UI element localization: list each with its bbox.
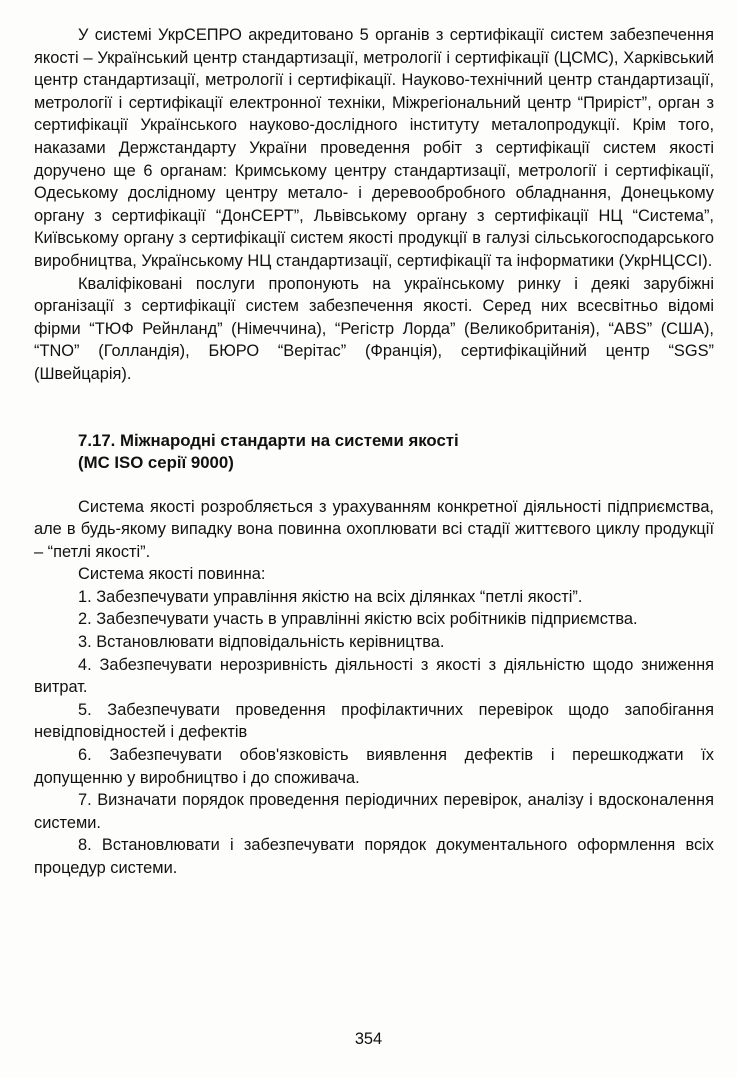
- section-heading-line1: 7.17. Міжнародні стандарти на системи якості: [78, 430, 459, 450]
- list-item: 5. Забезпечувати проведення профілактичних перевірок щодо запобігання невідповідностей і дефектів: [34, 700, 714, 742]
- list-item: 1. Забезпечувати управління якістю на всіх ділянках “петлі якості”.: [78, 587, 583, 606]
- list-item: 8. Встановлювати і забезпечувати порядок документального оформлення всіх процедур системи.: [34, 836, 714, 877]
- list-item: 6. Забезпечувати обов'язковість виявлення дефектів і перешкоджати їх допущенню у виробництво і до споживача.: [34, 746, 714, 787]
- paragraph-foreign-organizations: Кваліфіковані послуги пропонують на українському ринку і деякі зарубіжні організації з сертифікації систем забезпечення якості. Серед них всесвітньо відомі фірми “ТЮФ Рейнланд” (Німеччина), “Регістр Лорда” (Великобританія), “ABS” (США), “TNO” (Голландія), БЮРО “Верітас” (Франція), сертифікаційний центр “SGS” (Швейцарія).: [34, 274, 714, 383]
- list-item: 4. Забезпечувати нерозривність діяльності з якості з діяльністю щодо зниження витрат.: [34, 655, 714, 697]
- list-item: 2. Забезпечувати участь в управлінні якістю всіх робітників підприємства.: [78, 610, 638, 629]
- paragraph-quality-system-intro: Система якості розробляється з урахуванням конкретної діяльності підприємства, але в будь-якому випадку вона повинна охоплювати всі стадії життєвого циклу продукції – “петлі якості”.: [34, 497, 714, 561]
- spacer: [34, 474, 714, 496]
- section-heading-line2: (МС ISO серії 9000): [78, 452, 234, 472]
- list-item: 3. Встановлювати відповідальність керівництва.: [78, 633, 445, 652]
- paragraph-certification-bodies: У системі УкрСЕПРО акредитовано 5 органів з сертифікації систем забезпечення якості – Український центр стандартизації, метрології і сертифікації (ЦСМС), Харківський центр стандартизації, метрології і сертифікації. Науково-технічний центр стандартизації, метрології і сертифікації електронної техніки, Міжрегіональний центр “Приріст”, орган з сертифікації Українського науково-дослідного інституту металопродукції. Крім того, наказами Держстандарту України проведення робіт з сертифікації систем якості доручено ще 6 органам: Кримському центру стандартизації, метрології і сертифікації, Одеському дослідному центру метало- і деревообробного обладнання, Донецькому органу з сертифікації “ДонСЕРТ”, Львівському органу з сертифікації НЦ “Система”, Київському органу з сертифікації систем якості продукції в галузі сільськогосподарського виробництва, Українському НЦ стандартизації, сертифікації та інформатики (УкрНЦСCI).: [34, 26, 714, 270]
- paragraph-quality-system-must: Система якості повинна:: [78, 565, 266, 584]
- page-content: [34, 24, 714, 880]
- list-item: 7. Визначати порядок проведення періодичних перевірок, аналізу і вдосконалення системи.: [34, 791, 714, 832]
- page-number: 354: [354, 1030, 383, 1048]
- section-heading: [34, 430, 714, 474]
